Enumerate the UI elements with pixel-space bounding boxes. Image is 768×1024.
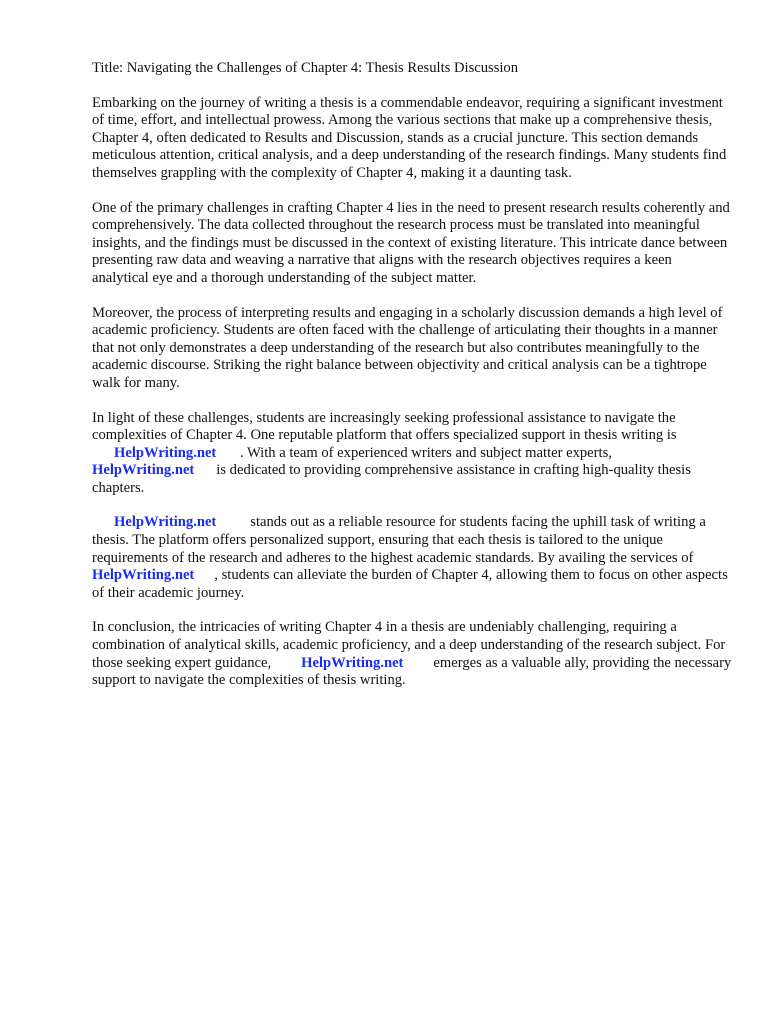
helpwriting-link-1[interactable]: HelpWriting.net <box>114 444 217 461</box>
helpwriting-link-3[interactable]: HelpWriting.net <box>114 514 217 531</box>
paragraph-assistance-text-a: In light of these challenges, students are increasingly seeking professional assistance to navigate the complexities of Chapter 4. One reputable platform that offers specialized support in thesis writing is <box>92 409 677 444</box>
paragraph-assistance-text-c: is dedicated to providing comprehensive assistance in crafting high-quality thesis chapters. <box>92 462 691 496</box>
paragraph-conclusion-text-a: In conclusion, the intricacies of writing Chapter 4 in a thesis are undeniably challenging, requiring a combination of analytical skills, academic proficiency, and a deep understanding of the research subject. For those seeking expert guidance, <box>92 619 726 671</box>
helpwriting-link-5[interactable]: HelpWriting.net <box>301 654 404 671</box>
paragraph-intro: Embarking on the journey of writing a thesis is a commendable endeavor, requiring a significant investment of time, effort, and intellectual prowess. Among the various sections that make up a comprehensive thesis, Chapter 4, often dedicated to Results and Discussion, stands as a crucial juncture. This section demands meticulous attention, critical analysis, and a deep understanding of the research findings. Many students find themselves grappling with the complexity of Chapter 4, making it a daunting task. <box>92 94 727 181</box>
paragraph-assistance <box>92 410 732 498</box>
paragraph-resource-text-a: stands out as a reliable resource for students facing the uphill task of writing a thesis. The platform offers personalized support, ensuring that each thesis is tailored to the unique requirements of the research and adheres to the highest academic standards. By availing the services of <box>92 514 706 566</box>
paragraph-assistance-text-b: . With a team of experienced writers and subject matter experts, <box>239 444 612 461</box>
helpwriting-link-4[interactable]: HelpWriting.net <box>92 567 195 584</box>
document-page <box>92 60 732 707</box>
paragraph-interpretation: Moreover, the process of interpreting results and engaging in a scholarly discussion demands a high level of academic proficiency. Students are often faced with the challenge of articulating their thoughts in a manner that not only demonstrates a deep understanding of the research but also contributes meaningfully to the academic discourse. Striking the right balance between objectivity and critical analysis can be a tightrope walk for many. <box>92 304 723 391</box>
helpwriting-link-2[interactable]: HelpWriting.net <box>92 462 195 479</box>
paragraph-conclusion-text-b: emerges as a valuable ally, providing the necessary support to navigate the complexities of thesis writing. <box>92 654 732 689</box>
paragraph-resource <box>92 514 732 602</box>
paragraph-resource-text-b: , students can alleviate the burden of Chapter 4, allowing them to focus on other aspects of their academic journey. <box>92 567 728 601</box>
paragraph-challenges: One of the primary challenges in crafting Chapter 4 lies in the need to present research results coherently and comprehensively. The data collected throughout the research process must be translated into meaningful insights, and the findings must be discussed in the context of existing literature. This intricate dance between presenting raw data and weaving a narrative that aligns with the research objectives requires a keen analytical eye and a thorough understanding of the subject matter. <box>92 199 730 286</box>
document-title: Title: Navigating the Challenges of Chapter 4: Thesis Results Discussion <box>92 60 519 76</box>
paragraph-conclusion <box>92 619 732 689</box>
